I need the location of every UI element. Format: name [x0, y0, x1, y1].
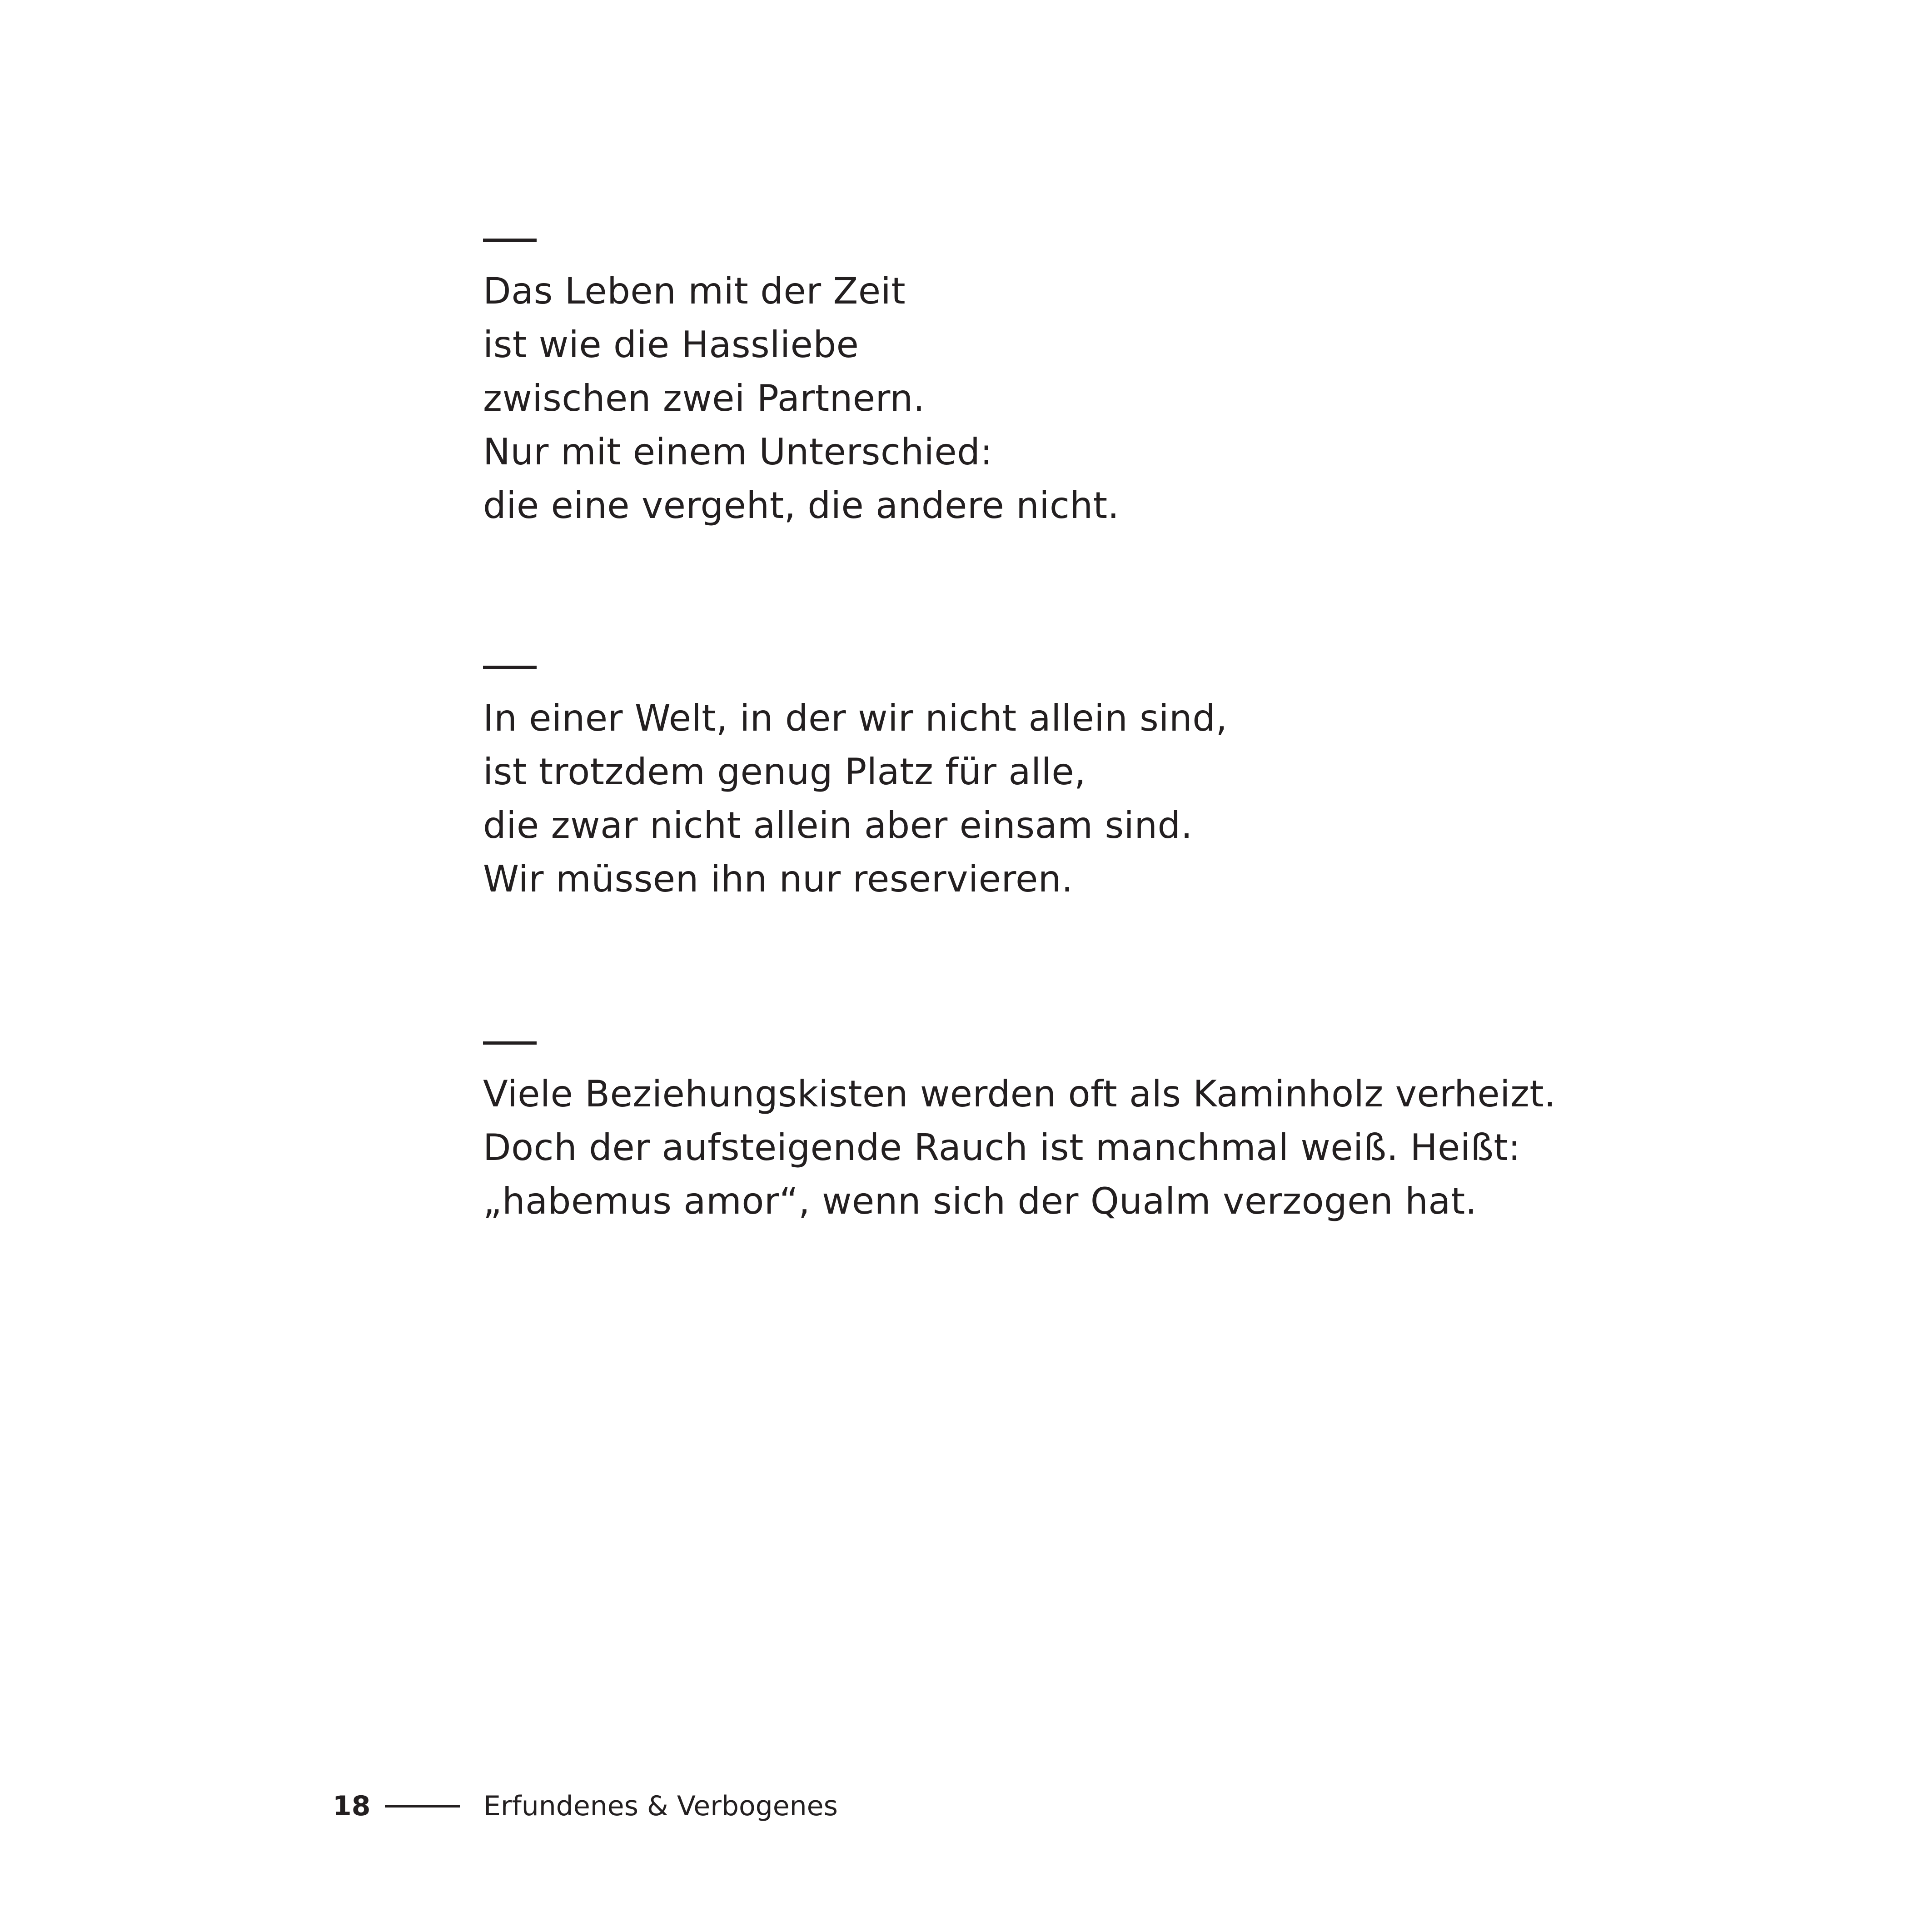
stanza-line: zwischen zwei Partnern. — [483, 377, 925, 419]
stanza-3 — [483, 1041, 1556, 1228]
page-number: 18 — [333, 1790, 371, 1822]
stanza-line: Das Leben mit der Zeit — [483, 270, 906, 312]
stanza-line: ist trotzdem genug Platz für alle, — [483, 751, 1086, 793]
stanza-lines — [483, 264, 1120, 533]
stanza-dash — [483, 239, 537, 242]
stanza-line: In einer Welt, in der wir nicht allein sind, — [483, 697, 1228, 739]
stanza-dash — [483, 1041, 537, 1045]
stanza-line: die zwar nicht allein aber einsam sind. — [483, 804, 1193, 846]
stanza-line: Wir müssen ihn nur reservieren. — [483, 858, 1073, 900]
stanza-line: Nur mit einem Unterschied: — [483, 431, 993, 473]
stanza-lines — [483, 1067, 1556, 1228]
footer-rule — [385, 1805, 460, 1808]
stanza-lines — [483, 692, 1227, 906]
stanza-dash — [483, 666, 537, 669]
stanza-line: die eine vergeht, die andere nicht. — [483, 484, 1120, 527]
stanza-line: Doch der aufsteigende Rauch ist manchmal weiß. Heißt: — [483, 1126, 1521, 1169]
stanza-line: „habemus amor“, wenn sich der Qualm verzogen hat. — [483, 1180, 1477, 1222]
page-footer — [333, 1783, 838, 1829]
book-title: Erfundenes & Verbogenes — [483, 1790, 838, 1822]
stanza-line: Viele Beziehungskisten werden oft als Kaminholz verheizt. — [483, 1073, 1556, 1115]
stanza-line: ist wie die Hassliebe — [483, 324, 859, 366]
stanza-1 — [483, 239, 1120, 533]
stanza-2 — [483, 666, 1227, 906]
